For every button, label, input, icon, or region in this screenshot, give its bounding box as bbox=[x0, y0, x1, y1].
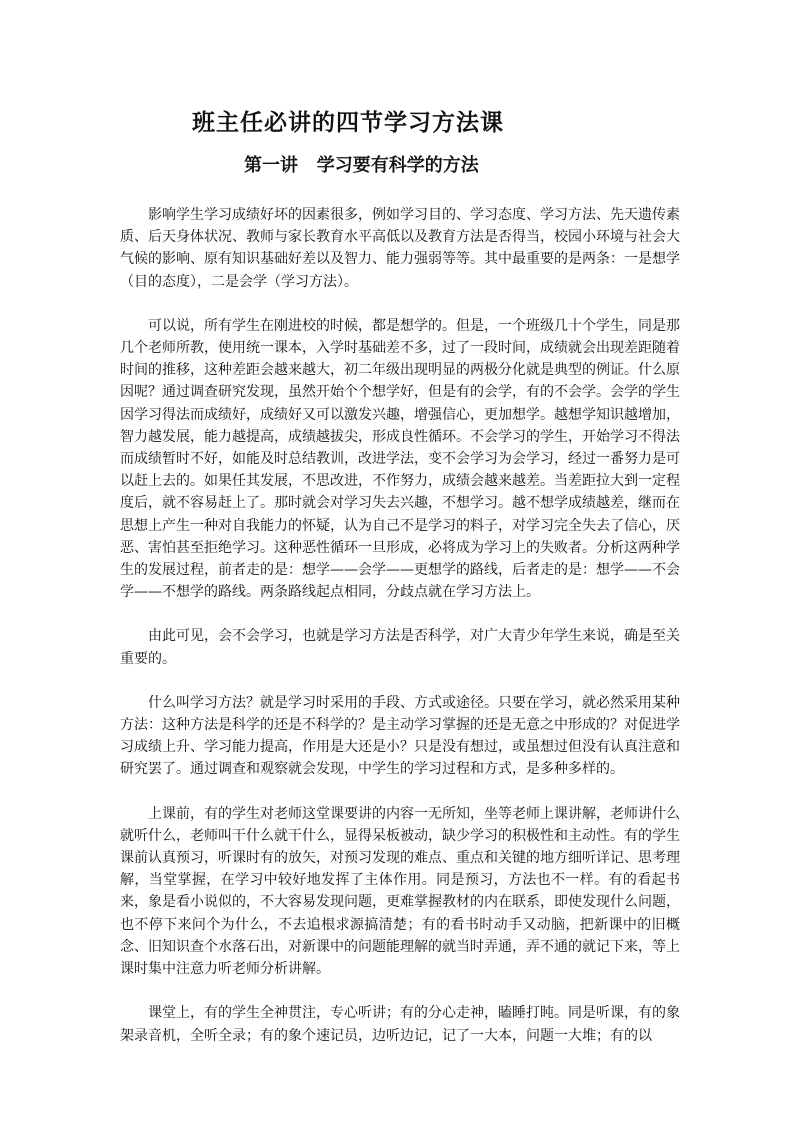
paragraph: 可以说，所有学生在刚进校的时候，都是想学的。但是，一个班级几十个学生，同是那几个老师所教，使用统一课本，入学时基础差不多，过了一段时间，成绩就会出现差距随着时间的推移，这种差距会越来越大，初二年级出现明显的两极分化就是典型的例证。什么原因呢？通过调查研究发现，虽然开始个个想学好，但是有的会学，有的不会学。会学的学生因学习得法而成绩好，成绩好又可以激发兴趣，增强信心，更加想学。越想学知识越增加，智力越发展，能力越提高，成绩越拔尖，形成良性循环。不会学习的学生，开始学习不得法而成绩暂时不好，如能及时总结教训，改进学法，变不会学习为会学习，经过一番努力是可以赶上去的。如果任其发展，不思改进，不作努力，成绩会越来越差。当差距拉大到一定程度后，就不容易赶上了。那时就会对学习失去兴趣，不想学习。越不想学成绩越差，继而在思想上产生一种对自我能力的怀疑，认为自己不是学习的料子，对学习完全失去了信心，厌恶、害怕甚至拒绝学习。这种恶性循环一旦形成，必将成为学习上的失败者。分析这两种学生的发展过程，前者走的是：想学——会学——更想学的路线，后者走的是：想学——不会学——不想学的路线。两条路线起点相同，分歧点就在学习方法上。 bbox=[120, 317, 680, 601]
paragraph: 上课前，有的学生对老师这堂课要讲的内容一无所知，坐等老师上课讲解，老师讲什么就听什么，老师叫干什么就干什么，显得呆板被动，缺少学习的积极性和主动性。有的学生课前认真预习，听课时有的放矢，对预习发现的难点、重点和关键的地方细听详记、思考理解，当堂掌握，在学习中较好地发挥了主体作用。同是预习，方法也不一样。有的看起书来，象是看小说似的，不大容易发现问题，更难掌握教材的内在联系，即使发现什么问题，也不停下来问个为什么，不去追根求源搞清楚；有的看书时动手又动脑，把新课中的旧概念、旧知识查个水落石出，对新课中的问题能理解的就当时弄通，弄不通的就记下来，等上课时集中注意力听老师分析讲解。 bbox=[120, 805, 680, 978]
lecture-subtitle: 第一讲 学习要有科学的方法 bbox=[244, 155, 479, 176]
paragraph: 什么叫学习方法？就是学习时采用的手段、方式或途径。只要在学习，就必然采用某种方法：这种方法是科学的还是不科学的？是主动学习掌握的还是无意之中形成的？对促进学习成绩上升、学习能力提高，作用是大还是小？只是没有想过，或虽想过但没有认真注意和研究罢了。通过调查和观察就会发现，中学生的学习过程和方式，是多种多样的。 bbox=[120, 694, 680, 778]
document-body bbox=[120, 204, 680, 1069]
paragraph: 课堂上，有的学生全神贯注，专心听讲；有的分心走神，瞌睡打盹。同是听课，有的象架录音机，全听全录；有的象个速记员，边听边记，记了一大本，问题一大堆；有的以 bbox=[120, 1005, 680, 1044]
paragraph: 由此可见，会不会学习，也就是学习方法是否科学，对广大青少年学生来说，确是至关重要的。 bbox=[120, 628, 680, 667]
paragraph: 影响学生学习成绩好坏的因素很多，例如学习目的、学习态度、学习方法、先天遗传素质、后天身体状况、教师与家长教育水平高低以及教育方法是否得当，校园小环境与社会大气候的影响、原有知识基础好差以及智力、能力强弱等等。其中最重要的是两条：一是想学（目的态度），二是会学（学习方法）。 bbox=[120, 207, 680, 290]
document-title: 班主任必讲的四节学习方法课 bbox=[192, 110, 504, 136]
